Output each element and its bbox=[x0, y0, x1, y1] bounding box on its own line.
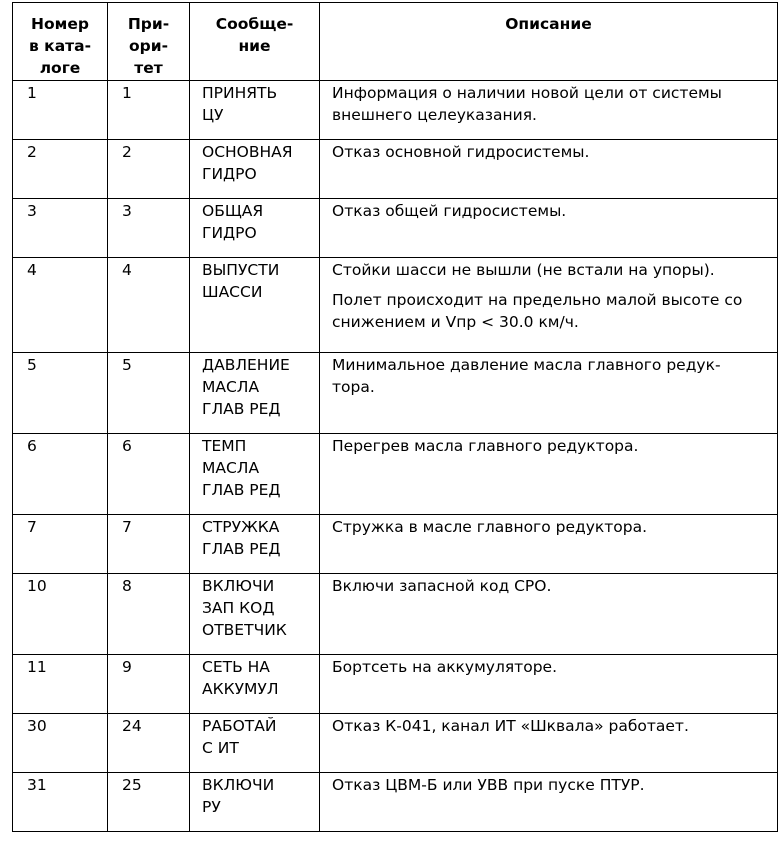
description-line: Полет происходит на предельно малой высоте со bbox=[332, 291, 743, 309]
description-paragraph bbox=[332, 289, 769, 333]
table-row bbox=[13, 81, 778, 140]
description-line: Информация о наличии новой цели от системы bbox=[332, 84, 722, 102]
description-line: Бортсеть на аккумуляторе. bbox=[332, 658, 557, 676]
message-line: ТЕМП bbox=[202, 437, 247, 455]
message-line: ШАССИ bbox=[202, 283, 263, 301]
description-cell bbox=[320, 714, 778, 773]
message-line: ГИДРО bbox=[202, 165, 257, 183]
header-priority: При- ори- тет bbox=[108, 3, 190, 81]
description-line: Включи запасной код СРО. bbox=[332, 577, 552, 595]
header-message: Сообще- ние bbox=[190, 3, 320, 81]
table-row bbox=[13, 140, 778, 199]
description-line: Стружка в масле главного редуктора. bbox=[332, 518, 648, 536]
priority-cell: 2 bbox=[108, 140, 190, 199]
table-row bbox=[13, 353, 778, 434]
priority-cell: 6 bbox=[108, 434, 190, 515]
message-line: ПРИНЯТЬ bbox=[202, 84, 278, 102]
description-line: внешнего целеуказания. bbox=[332, 106, 537, 124]
description-paragraph bbox=[332, 82, 769, 126]
message-cell bbox=[190, 515, 320, 574]
catalog-number-cell: 4 bbox=[13, 258, 108, 353]
description-line: Перегрев масла главного редуктора. bbox=[332, 437, 639, 455]
message-line: СТРУЖКА bbox=[202, 518, 280, 536]
description-cell bbox=[320, 199, 778, 258]
message-line: ЦУ bbox=[202, 106, 224, 124]
message-cell bbox=[190, 434, 320, 515]
message-line: ВКЛЮЧИ bbox=[202, 577, 275, 595]
description-paragraph bbox=[332, 656, 769, 678]
catalog-number-cell: 30 bbox=[13, 714, 108, 773]
table-row bbox=[13, 515, 778, 574]
message-cell bbox=[190, 655, 320, 714]
message-line: МАСЛА bbox=[202, 459, 260, 477]
description-cell bbox=[320, 773, 778, 832]
message-line: МАСЛА bbox=[202, 378, 260, 396]
table-row bbox=[13, 655, 778, 714]
priority-cell: 7 bbox=[108, 515, 190, 574]
catalog-number-cell: 31 bbox=[13, 773, 108, 832]
description-paragraph bbox=[332, 435, 769, 457]
description-cell bbox=[320, 434, 778, 515]
message-cell bbox=[190, 258, 320, 353]
description-line: Стойки шасси не вышли (не встали на упоры). bbox=[332, 261, 715, 279]
message-line: ОТВЕТЧИК bbox=[202, 621, 287, 639]
description-line: Минимальное давление масла главного редук- bbox=[332, 356, 721, 374]
description-line: Отказ К-041, канал ИТ «Шквала» работает. bbox=[332, 717, 689, 735]
description-line: Отказ общей гидросистемы. bbox=[332, 202, 567, 220]
description-cell bbox=[320, 574, 778, 655]
message-line: ГЛАВ РЕД bbox=[202, 400, 281, 418]
description-paragraph bbox=[332, 259, 769, 281]
catalog-number-cell: 6 bbox=[13, 434, 108, 515]
message-line: ГИДРО bbox=[202, 224, 257, 242]
header-description: Описание bbox=[320, 3, 778, 81]
message-cell bbox=[190, 574, 320, 655]
catalog-number-cell: 1 bbox=[13, 81, 108, 140]
message-line: ГЛАВ РЕД bbox=[202, 540, 281, 558]
description-cell bbox=[320, 140, 778, 199]
table-row bbox=[13, 574, 778, 655]
priority-cell: 1 bbox=[108, 81, 190, 140]
message-cell bbox=[190, 353, 320, 434]
message-line: ЗАП КОД bbox=[202, 599, 275, 617]
description-line: Отказ основной гидросистемы. bbox=[332, 143, 590, 161]
message-cell bbox=[190, 714, 320, 773]
description-paragraph bbox=[332, 516, 769, 538]
message-cell bbox=[190, 199, 320, 258]
message-line: С ИТ bbox=[202, 739, 239, 757]
description-paragraph bbox=[332, 200, 769, 222]
description-paragraph bbox=[332, 354, 769, 398]
priority-cell: 25 bbox=[108, 773, 190, 832]
description-paragraph bbox=[332, 774, 769, 796]
description-cell bbox=[320, 258, 778, 353]
priority-cell: 8 bbox=[108, 574, 190, 655]
header-catalog-number: Номер в ката- логе bbox=[13, 3, 108, 81]
message-line: ГЛАВ РЕД bbox=[202, 481, 281, 499]
table-header-row bbox=[13, 3, 778, 81]
description-line: тора. bbox=[332, 378, 375, 396]
message-line: АККУМУЛ bbox=[202, 680, 279, 698]
description-cell bbox=[320, 515, 778, 574]
catalog-number-cell: 11 bbox=[13, 655, 108, 714]
priority-cell: 3 bbox=[108, 199, 190, 258]
message-line: РУ bbox=[202, 798, 221, 816]
table-body bbox=[13, 81, 778, 832]
table-row bbox=[13, 199, 778, 258]
table-row bbox=[13, 434, 778, 515]
priority-cell: 24 bbox=[108, 714, 190, 773]
message-line: ВЫПУСТИ bbox=[202, 261, 280, 279]
catalog-number-cell: 2 bbox=[13, 140, 108, 199]
message-cell bbox=[190, 140, 320, 199]
description-cell bbox=[320, 655, 778, 714]
catalog-number-cell: 10 bbox=[13, 574, 108, 655]
description-paragraph bbox=[332, 715, 769, 737]
message-line: СЕТЬ НА bbox=[202, 658, 270, 676]
description-line: Отказ ЦВМ-Б или УВВ при пуске ПТУР. bbox=[332, 776, 645, 794]
message-cell bbox=[190, 81, 320, 140]
catalog-number-cell: 5 bbox=[13, 353, 108, 434]
table-row bbox=[13, 258, 778, 353]
description-cell bbox=[320, 353, 778, 434]
priority-cell: 9 bbox=[108, 655, 190, 714]
table-row bbox=[13, 714, 778, 773]
alerts-catalog-table bbox=[12, 2, 778, 832]
table-row bbox=[13, 773, 778, 832]
priority-cell: 4 bbox=[108, 258, 190, 353]
message-line: ОБЩАЯ bbox=[202, 202, 264, 220]
catalog-number-cell: 7 bbox=[13, 515, 108, 574]
message-line: РАБОТАЙ bbox=[202, 717, 277, 735]
message-line: ОСНОВНАЯ bbox=[202, 143, 293, 161]
description-paragraph bbox=[332, 575, 769, 597]
description-line: снижением и Vпр < 30.0 км/ч. bbox=[332, 313, 579, 331]
message-line: ВКЛЮЧИ bbox=[202, 776, 275, 794]
description-paragraph bbox=[332, 141, 769, 163]
message-line: ДАВЛЕНИЕ bbox=[202, 356, 290, 374]
catalog-number-cell: 3 bbox=[13, 199, 108, 258]
description-cell bbox=[320, 81, 778, 140]
message-cell bbox=[190, 773, 320, 832]
priority-cell: 5 bbox=[108, 353, 190, 434]
